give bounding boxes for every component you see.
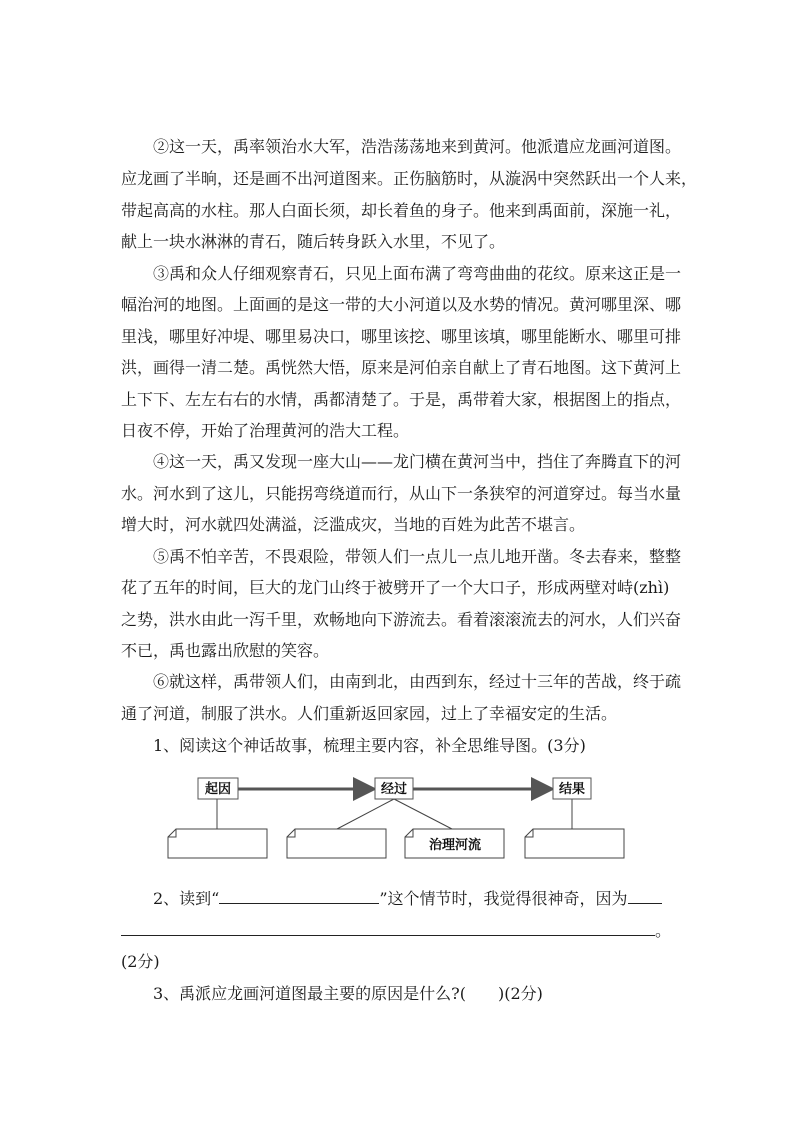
question-1: 1、阅读这个神话故事，梳理主要内容，补全思维导图。(3分)	[153, 736, 586, 755]
node-result-label: 结果	[558, 782, 586, 797]
answer-box-process-2	[405, 829, 504, 858]
p3-line-4: 洪，画得一清二楚。禹恍然大悟，原来是河伯亲自献上了青石地图。这下黄河上	[121, 358, 682, 377]
p5-line-3: 之势，洪水由此一泻千里，欢畅地向下游流去。看着滚滚流去的河水，人们兴奋	[121, 610, 682, 629]
question-2-middle: ”这个情节时，我觉得很神奇，因为	[379, 889, 628, 908]
question-2-blank-reason-start[interactable]	[628, 889, 662, 904]
question-2-line-2	[121, 920, 671, 942]
p6-line-2: 通了河道，制服了洪水。人们重新返回家园，过上了幸福安定的生活。	[121, 704, 618, 723]
p3-line-5: 上下下、左左右右的水情，禹都清楚了。于是，禹带着大家，根据图上的指点，	[121, 390, 682, 409]
p5-line-1: ⑤禹不怕辛苦，不畏艰险，带领人们一点儿一点儿地开凿。冬去春来，整整	[121, 547, 682, 566]
p4-line-1: ④这一天，禹又发现一座大山——龙门横在黄河当中，挡住了奔腾直下的河	[121, 452, 682, 471]
answer-box-result[interactable]	[525, 829, 624, 858]
p4-line-2: 水。河水到了这儿，只能拐弯绕道而行，从山下一条狭窄的河道穿过。每当水量	[121, 484, 682, 503]
answer-box-cause[interactable]	[168, 829, 267, 858]
connector-process-right	[394, 799, 452, 829]
question-2-end: 。	[655, 921, 672, 940]
question-2-blank-plot[interactable]	[219, 889, 379, 904]
p2-line-2: 应龙画了半晌，还是画不出河道图来。正伤脑筋时，从漩涡中突然跃出一个人来，	[121, 169, 698, 188]
node-process-label: 经过	[380, 782, 408, 797]
p3-line-1: ③禹和众人仔细观察青石，只见上面布满了弯弯曲曲的花纹。原来这正是一	[121, 264, 682, 283]
filled-box-label: 治理河流	[428, 838, 482, 853]
node-cause-label: 起因	[204, 782, 232, 797]
p5-line-4: 不已，禹也露出欣慰的笑容。	[121, 641, 330, 660]
p6-line-1: ⑥就这样，禹带领人们，由南到北，由西到东，经过十三年的苦战，终于疏	[121, 672, 682, 691]
question-2-prefix: 2、读到“	[153, 889, 220, 908]
question-2-score: (2分)	[121, 952, 160, 971]
p3-line-3: 里浅，哪里好冲堤、哪里易决口，哪里该挖、哪里该填，哪里能断水、哪里可排	[121, 327, 682, 346]
question-2-blank-reason[interactable]	[121, 921, 655, 936]
connector-process-left	[337, 799, 394, 829]
p3-line-2: 幅治河的地图。上面画的是这一带的大小河道以及水势的情况。黄河哪里深、哪	[121, 295, 682, 314]
p5-line-2: 花了五年的时间，巨大的龙门山终于被劈开了一个大口子，形成两壁对峙(zhì)	[121, 578, 670, 597]
p3-line-6: 日夜不停，开始了治理黄河的浩大工程。	[121, 421, 410, 440]
p2-line-1: ②这一天，禹率领治水大军，浩浩荡荡地来到黄河。他派遣应龙画河道图。	[121, 137, 682, 156]
mind-map	[0, 772, 794, 872]
answer-box-process-1[interactable]	[287, 829, 386, 858]
question-2	[153, 888, 662, 910]
p2-line-3: 带起高高的水柱。那人白面长须，却长着鱼的身子。他来到禹面前，深施一礼，	[121, 201, 682, 220]
question-3: 3、禹派应龙画河道图最主要的原因是什么?( )(2分)	[153, 984, 543, 1003]
p2-line-4: 献上一块水淋淋的青石，随后转身跃入水里，不见了。	[121, 232, 506, 251]
p4-line-3: 增大时，河水就四处满溢，泛滥成灾，当地的百姓为此苦不堪言。	[121, 515, 586, 534]
